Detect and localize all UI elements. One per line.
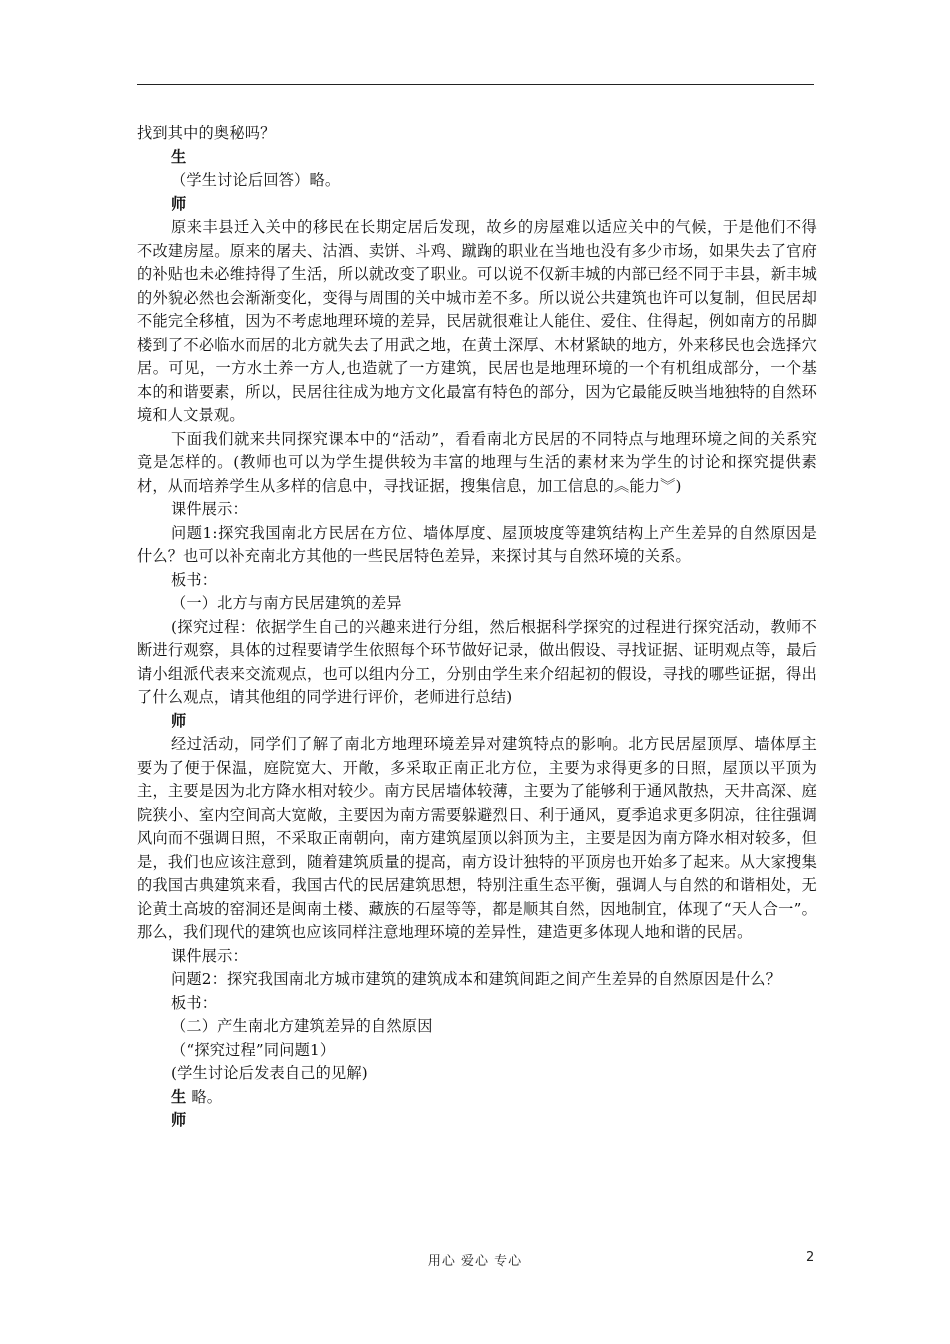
question-1: 问题1:探究我国南北方民居在方位、墙体厚度、屋顶坡度等建筑结构上产生差异的自然原因是什么？也可以补充南北方其他的一些民居特色差异，来探讨其与自然环境的关系。: [137, 523, 817, 565]
paragraph: (学生讨论后发表自己的见解): [171, 1064, 368, 1082]
paragraph: 找到其中的奥秘吗？: [137, 124, 276, 142]
paragraph: 原来丰县迁入关中的移民在长期定居后发现，故乡的房屋难以适应关中的气候，于是他们不得不改建房屋。原来的屠夫、沽酒、卖饼、斗鸡、蹴踘的职业在当地也没有多少市场，如果失去了官府的补贴也未必维持得了生活，所以就改变了职业。可以说不仅新丰城的内部已经不同于丰县，新丰城的外貌必然也会渐渐变化，变得与周围的关中城市差不多。所以说公共建筑也许可以复制，但民居却不能完全移植，因为不考虑地理环境的差异，民居就很难让人能住、爱住、住得起，例如南方的吊脚楼到了不必临水而居的北方就失去了用武之地，在黄土深厚、木材紧缺的地方，外来移民也会选择穴居。可见，一方水土养一方人,也造就了一方建筑，民居也是地理环境的一个有机组成部分，一个基本的和谐要素，所以，民居往往成为地方文化最富有特色的部分，因为它最能反映当地独特的自然环境和人文景观。: [137, 218, 817, 424]
page-number: 2: [806, 1250, 815, 1265]
header-rule: [137, 84, 814, 85]
footer-motto: 用心 爱心 专心: [427, 1254, 523, 1269]
blackboard-heading-1: （一）北方与南方民居建筑的差异: [171, 594, 402, 612]
paragraph: （“探究过程”同问题1）: [171, 1040, 336, 1059]
blackboard-heading-2: （二）产生南北方建筑差异的自然原因: [171, 1017, 433, 1035]
speaker-teacher: 师: [171, 1111, 187, 1129]
speaker-teacher: 师: [171, 711, 187, 730]
paragraph: 略。: [186, 1087, 223, 1106]
paragraph: 板书：: [171, 993, 218, 1012]
body-text: [137, 122, 817, 1133]
paragraph: （学生讨论后回答）略。: [171, 171, 341, 189]
speaker-teacher: 师: [171, 194, 187, 213]
paragraph: 下面我们就来共同探究课本中的“活动”，看看南北方民居的不同特点与地理环境之间的关系究竟是怎样的。(教师也可以为学生提供较为丰富的地理与生活的素材来为学生的讨论和探究提供素材，从而培养学生从多样的信息中，寻找证据，搜集信息，加工信息的︽能力︾): [137, 429, 817, 495]
question-2: 问题2：探究我国南北方城市建筑的建筑成本和建筑间距之间产生差异的自然原因是什么？: [171, 970, 781, 988]
speaker-student-line: [137, 1086, 817, 1110]
paragraph: 经过活动，同学们了解了南北方地理环境差异对建筑特点的影响。北方民居屋顶厚、墙体厚主要为了便于保温，庭院宽大、开敞，多采取正南正北方位，主要为求得更多的日照，屋顶以平顶为主，主要是因为北方降水相对较少。南方民居墙体较薄，主要为了能够利于通风散热，天井高深、庭院狭小、室内空间高大宽敞，主要因为南方需要躲避烈日、利于通风，夏季追求更多阴凉，往往强调风向而不强调日照，不采取正南朝向，南方建筑屋顶以斜顶为主，主要是因为南方降水相对较多，但是，我们也应该注意到，随着建筑质量的提高，南方设计独特的平顶房也开始多了起来。从大家搜集的我国古典建筑来看，我国古代的民居建筑思想，特别注重生态平衡，强调人与自然的和谐相处，无论黄土高坡的窑洞还是闽南土楼、藏族的石屋等等，都是顺其自然，因地制宜，体现了“天人合一”。那么，我们现代的建筑也应该同样注意地理环境的差异性，建造更多体现人地和谐的民居。: [137, 735, 817, 941]
paragraph: 板书：: [171, 570, 218, 589]
paragraph: (探究过程：依据学生自己的兴趣来进行分组，然后根据科学探究的过程进行探究活动，教师不断进行观察，具体的过程要请学生依照每个环节做好记录，做出假设、寻找证据、证明观点等，最后请小组派代表来交流观点，也可以组内分工，分别由学生来介绍起初的假设，寻找的哪些证据，得出了什么观点，请其他组的同学进行评价，老师进行总结): [137, 617, 817, 706]
speaker-student: 生: [171, 147, 187, 166]
paragraph: 课件展示：: [171, 500, 248, 518]
paragraph: 课件展示：: [171, 946, 248, 965]
speaker-student: 生: [171, 1087, 187, 1106]
